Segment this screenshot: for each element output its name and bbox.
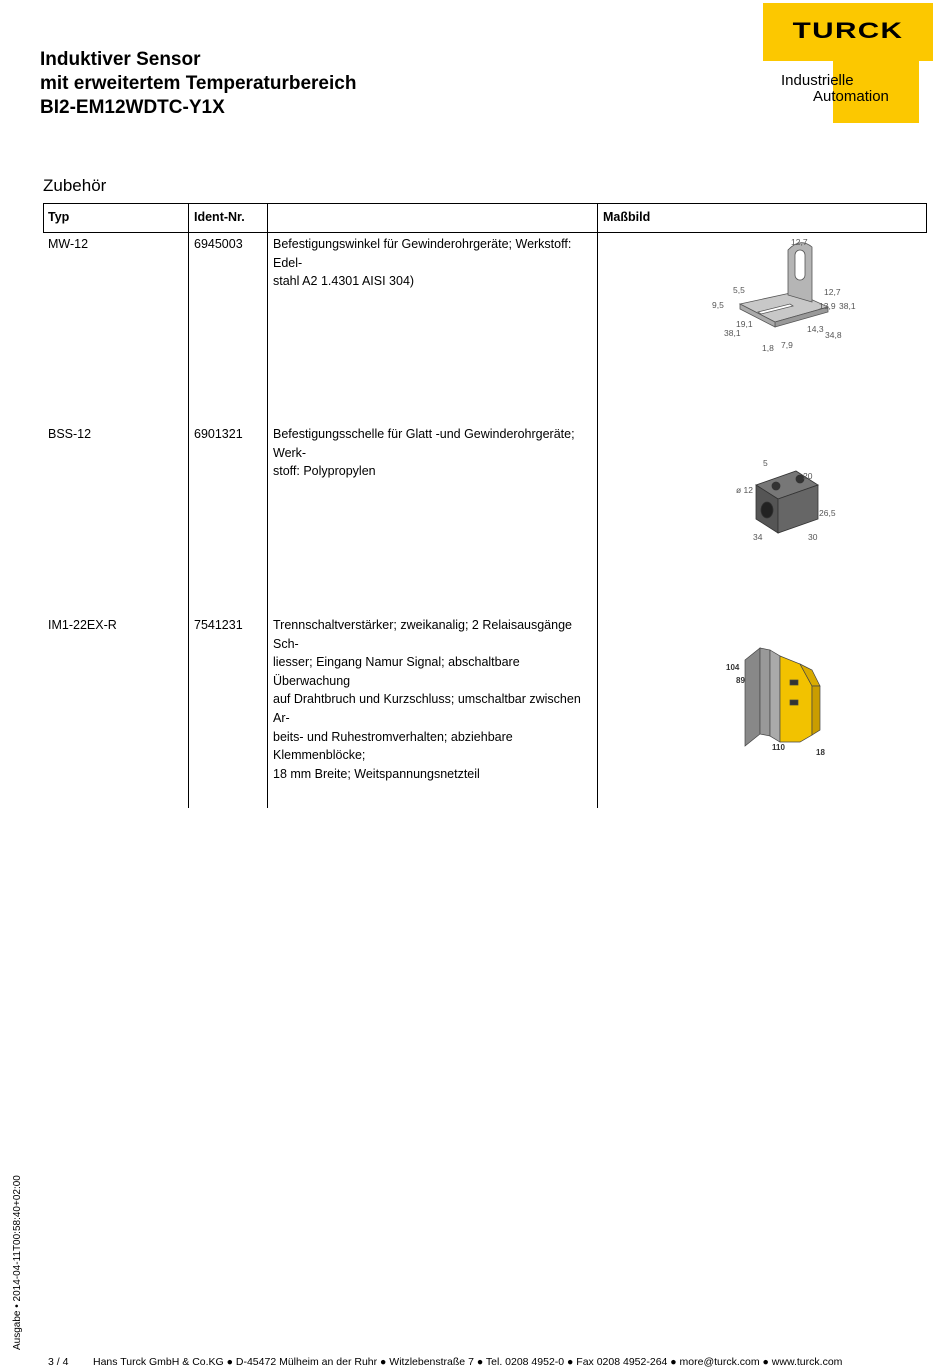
row-ident: 7541231 xyxy=(194,618,243,632)
dim-label: 13,9 xyxy=(819,301,836,311)
column-divider-1 xyxy=(188,203,189,808)
company-address: Hans Turck GmbH & Co.KG ● D-45472 Mülheim an der Ruhr ● Witzlebenstraße 7 ● Tel. 0208 4952-0 ● Fax 0208 4952-264 ● more@turck.com ● www.turck.com xyxy=(93,1356,843,1368)
row-typ: BSS-12 xyxy=(48,427,92,441)
dim-label: ø 12 xyxy=(736,485,754,495)
dim-label: 12,7 xyxy=(824,287,841,297)
header-typ: Typ xyxy=(48,210,70,224)
dim-label: 14,3 xyxy=(807,324,824,334)
dim-label: 12,7 xyxy=(791,237,808,247)
title-line-2: mit erweitertem Temperaturbereich xyxy=(40,73,357,94)
row-typ: MW-12 xyxy=(48,237,89,251)
dim-label: 34,8 xyxy=(825,330,842,340)
amplifier-dimension-drawing xyxy=(720,640,840,760)
dim-label: 19,1 xyxy=(736,319,753,329)
row-typ: IM1-22EX-R xyxy=(48,618,117,632)
logo-subtitle-line-2: Automation xyxy=(813,88,889,105)
logo-subtitle xyxy=(781,73,889,105)
description-line: 18 mm Breite; Weitspannungsnetzteil xyxy=(273,766,480,781)
dim-label: 1,8 xyxy=(762,343,774,353)
description-line: stahl A2 1.4301 AISI 304) xyxy=(273,274,415,289)
description-line: Befestigungsschelle für Glatt -und Gewinderohrgeräte; Werk- xyxy=(273,427,575,460)
dim-label: 110 xyxy=(772,743,785,752)
dim-label: 30 xyxy=(808,532,818,542)
dim-label: 7,9 xyxy=(781,340,793,350)
description-line: auf Drahtbruch und Kurzschluss; umschaltbar zwischen Ar- xyxy=(273,692,581,725)
header-ident: Ident-Nr. xyxy=(194,210,245,224)
title-line-1: Induktiver Sensor xyxy=(40,49,201,70)
row-description xyxy=(273,235,591,291)
clamp-dimension-drawing xyxy=(728,455,848,550)
bracket-dimension-drawing xyxy=(700,232,860,357)
logo-subtitle-line-1: Industrielle xyxy=(781,72,854,89)
row-description xyxy=(273,425,591,481)
header-massbild: Maßbild xyxy=(603,210,651,224)
table-header xyxy=(43,203,927,233)
column-divider-2 xyxy=(267,203,268,808)
title-line-3: BI2-EM12WDTC-Y1X xyxy=(40,97,225,118)
description-line: beits- und Ruhestromverhalten; abziehbare Klemmenblöcke; xyxy=(273,729,513,763)
turck-logo-name: TURCK xyxy=(792,18,904,43)
dim-label: 38,1 xyxy=(724,328,741,338)
bracket-shape xyxy=(740,243,828,327)
section-title: Zubehör xyxy=(43,176,107,195)
dim-label: 5 xyxy=(763,458,768,468)
dim-label: 5,5 xyxy=(733,285,745,295)
description-line: stoff: Polypropylen xyxy=(273,464,376,479)
dim-label: 34 xyxy=(753,532,763,542)
dim-label: 18 xyxy=(816,748,825,757)
amplifier-shape xyxy=(745,648,820,746)
description-line: Befestigungswinkel für Gewinderohrgeräte; Werkstoff: Edel- xyxy=(273,237,572,270)
dim-label: 9,5 xyxy=(712,300,724,310)
row-ident: 6901321 xyxy=(194,427,243,441)
dim-label: 20 xyxy=(803,471,813,481)
column-divider-3 xyxy=(597,203,598,808)
row-description xyxy=(273,616,591,783)
description-line: Trennschaltverstärker; zweikanalig; 2 Relaisausgänge Sch- xyxy=(273,618,572,651)
row-ident: 6945003 xyxy=(194,237,243,251)
dim-label: 104 xyxy=(726,663,740,672)
dim-label: 89 xyxy=(736,676,745,685)
dim-label: 38,1 xyxy=(839,301,856,311)
page-number: 3 / 4 xyxy=(48,1356,69,1368)
dim-label: 26,5 xyxy=(819,508,836,518)
document-title xyxy=(40,48,356,120)
description-line: liesser; Eingang Namur Signal; abschaltbare Überwachung xyxy=(273,655,520,688)
edition-timestamp: Ausgabe • 2014-04-11T00:58:40+02:00 xyxy=(12,1175,23,1350)
